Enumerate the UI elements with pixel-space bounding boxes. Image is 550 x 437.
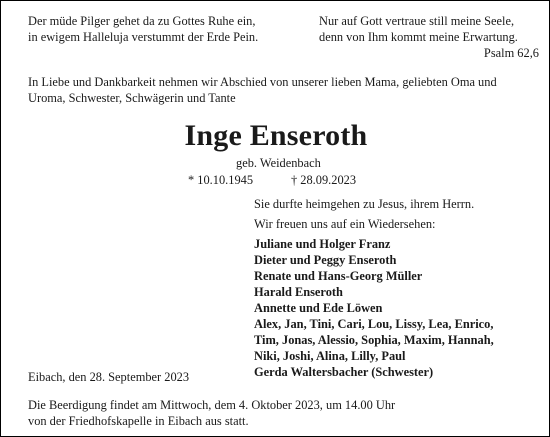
verse-left-line-2: in ewigem Halleluja verstummt der Erde Pein. (28, 30, 259, 44)
funeral-line-2: von der Friedhofskapelle in Eibach aus statt. (28, 414, 249, 428)
mourner-entry: Dieter und Peggy Enseroth (254, 253, 397, 267)
mourner-entry: Niki, Joshi, Alina, Lilly, Paul (254, 349, 406, 363)
verse-right-line-2: denn von Ihm kommt meine Erwartung. (319, 30, 518, 44)
mourner-entry: Gerda Waltersbacher (Schwester) (254, 365, 434, 379)
deceased-name: Inge Enseroth (184, 119, 368, 152)
message-line-2: Wir freuen uns auf ein Wiedersehen: (254, 217, 436, 231)
mourner-entry: Annette und Ede Löwen (254, 301, 383, 315)
verse-left-line-1: Der müde Pilger gehet da zu Gottes Ruhe ein, (28, 14, 256, 28)
verse-right-reference: Psalm 62,6 (483, 46, 539, 60)
intro-line-1: In Liebe und Dankbarkeit nehmen wir Abschied von unserer lieben Mama, geliebten Oma und (28, 75, 497, 89)
mourner-entry: Alex, Jan, Tini, Cari, Lou, Lissy, Lea, Enrico, (254, 317, 494, 331)
maiden-name: geb. Weidenbach (236, 156, 321, 170)
intro-line-2: Uroma, Schwester, Schwägerin und Tante (28, 91, 236, 105)
message-line-1: Sie durfte heimgehen zu Jesus, ihrem Herrn. (254, 197, 475, 211)
place-date: Eibach, den 28. September 2023 (28, 370, 190, 384)
verse-right-line-1: Nur auf Gott vertraue still meine Seele, (319, 14, 515, 28)
mourner-entry: Tim, Jonas, Alessio, Sophia, Maxim, Hannah, (254, 333, 494, 347)
mourner-entry: Harald Enseroth (254, 285, 343, 299)
death-date: † 28.09.2023 (291, 173, 357, 187)
funeral-line-1: Die Beerdigung findet am Mittwoch, dem 4. Oktober 2023, um 14.00 Uhr (28, 398, 396, 412)
birth-date: * 10.10.1945 (188, 173, 254, 187)
mourner-entry: Juliane und Holger Franz (254, 237, 391, 251)
mourner-entry: Renate und Hans-Georg Müller (254, 269, 423, 283)
